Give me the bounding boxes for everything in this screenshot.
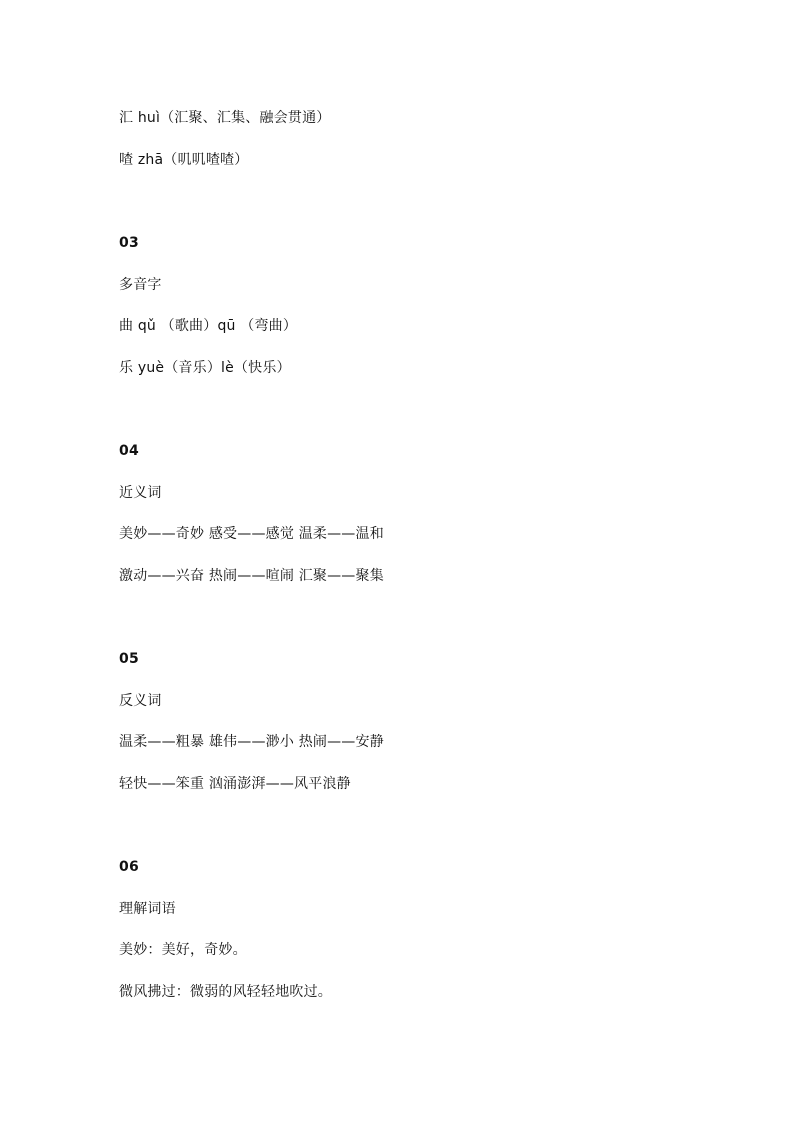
section-number-04: 04: [119, 443, 139, 459]
section-title-word-meanings: 理解词语: [119, 901, 176, 917]
section-title-polyphonic: 多音字: [119, 277, 162, 293]
section-title-antonyms: 反义词: [119, 693, 162, 709]
word-meaning-meimiao: 美妙：美好，奇妙。: [119, 942, 247, 958]
pinyin-entry-zha: 喳 zhā（叽叽喳喳）: [119, 152, 249, 168]
synonyms-line-1: 美妙——奇妙 感受——感觉 温柔——温和: [119, 526, 384, 542]
section-number-06: 06: [119, 859, 139, 875]
pinyin-entry-hui: 汇 huì（汇聚、汇集、融会贯通）: [119, 110, 331, 126]
section-number-03: 03: [119, 235, 139, 251]
section-number-05: 05: [119, 651, 139, 667]
polyphonic-item-yue: 乐 yuè（音乐）lè（快乐）: [119, 360, 291, 376]
synonyms-line-2: 激动——兴奋 热闹——喧闹 汇聚——聚集: [119, 568, 384, 584]
antonyms-line-1: 温柔——粗暴 雄伟——渺小 热闹——安静: [119, 734, 384, 750]
antonyms-line-2: 轻快——笨重 汹涌澎湃——风平浪静: [119, 776, 351, 792]
word-meaning-weifeng: 微风拂过：微弱的风轻轻地吹过。: [119, 984, 332, 1000]
polyphonic-item-qu: 曲 qǔ （歌曲）qū （弯曲）: [119, 318, 298, 334]
section-title-synonyms: 近义词: [119, 485, 162, 501]
